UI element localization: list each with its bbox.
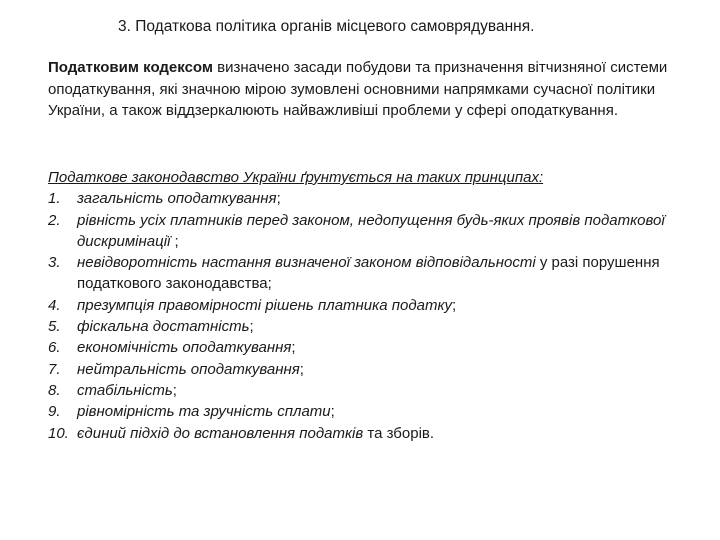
principle-item	[48, 337, 678, 358]
principle-text: фіскальна достатність	[77, 318, 250, 336]
principle-item	[48, 210, 678, 253]
principle-suffix: та зборів.	[363, 424, 435, 442]
principle-number: 8.	[48, 381, 61, 399]
principle-number: 9.	[48, 403, 61, 421]
principle-text: рівність усіх платників перед законом, недопущення будь-яких проявів податкової дискримінації	[77, 211, 665, 250]
principle-item	[48, 401, 678, 422]
principle-suffix: ;	[170, 232, 179, 250]
principle-suffix: ;	[452, 296, 457, 314]
principle-suffix: у разі порушення податкового законодавства;	[77, 254, 660, 293]
principle-suffix: ;	[276, 190, 281, 208]
slide-title: 3. Податкова політика органів місцевого самоврядування.	[118, 18, 535, 35]
principle-text: презумпція правомірності рішень платника податку	[77, 296, 453, 314]
principle-item	[48, 252, 678, 295]
principle-number: 10.	[48, 424, 69, 442]
principle-number: 1.	[48, 190, 61, 208]
principle-text: стабільність	[77, 381, 173, 399]
principle-item	[48, 359, 678, 380]
principle-text: нейтральність оподаткування	[77, 360, 300, 378]
principle-number: 3.	[48, 254, 61, 272]
principle-text: економічність оподаткування	[77, 339, 292, 357]
principle-text: єдиний підхід до встановлення податків	[77, 424, 364, 442]
intro-bold-term: Податковим кодексом	[48, 59, 213, 76]
principles-list	[48, 188, 678, 444]
principle-text: рівномірність та зручність сплати	[77, 403, 331, 421]
principle-number: 4.	[48, 296, 61, 314]
principles-heading: Податкове законодавство України ґрунтується на таких принципах:	[48, 169, 544, 186]
principle-suffix: ;	[330, 403, 335, 421]
intro-paragraph	[48, 57, 668, 122]
principle-number: 6.	[48, 339, 61, 357]
principle-item	[48, 316, 678, 337]
principle-number: 7.	[48, 360, 61, 378]
intro-text: визначено засади побудови та призначення вітчизняної системи оподаткування, які значною мірою зумовлені основними напрямками сучасної політики України, а також віддзеркалюють найважливіші проблеми у сфері оподаткування.	[48, 59, 668, 119]
principle-text: загальність оподаткування	[77, 190, 277, 208]
principle-item	[48, 423, 678, 444]
principle-suffix: ;	[249, 318, 254, 336]
principle-item	[48, 380, 678, 401]
principle-suffix: ;	[291, 339, 296, 357]
principle-item	[48, 295, 678, 316]
principle-suffix: ;	[172, 381, 177, 399]
principle-text: невідворотність настання визначеної законом відповідальності	[77, 254, 536, 272]
principle-number: 5.	[48, 318, 61, 336]
principle-suffix: ;	[299, 360, 304, 378]
principle-item	[48, 188, 678, 209]
principle-number: 2.	[48, 211, 61, 229]
principles-section	[48, 167, 678, 444]
